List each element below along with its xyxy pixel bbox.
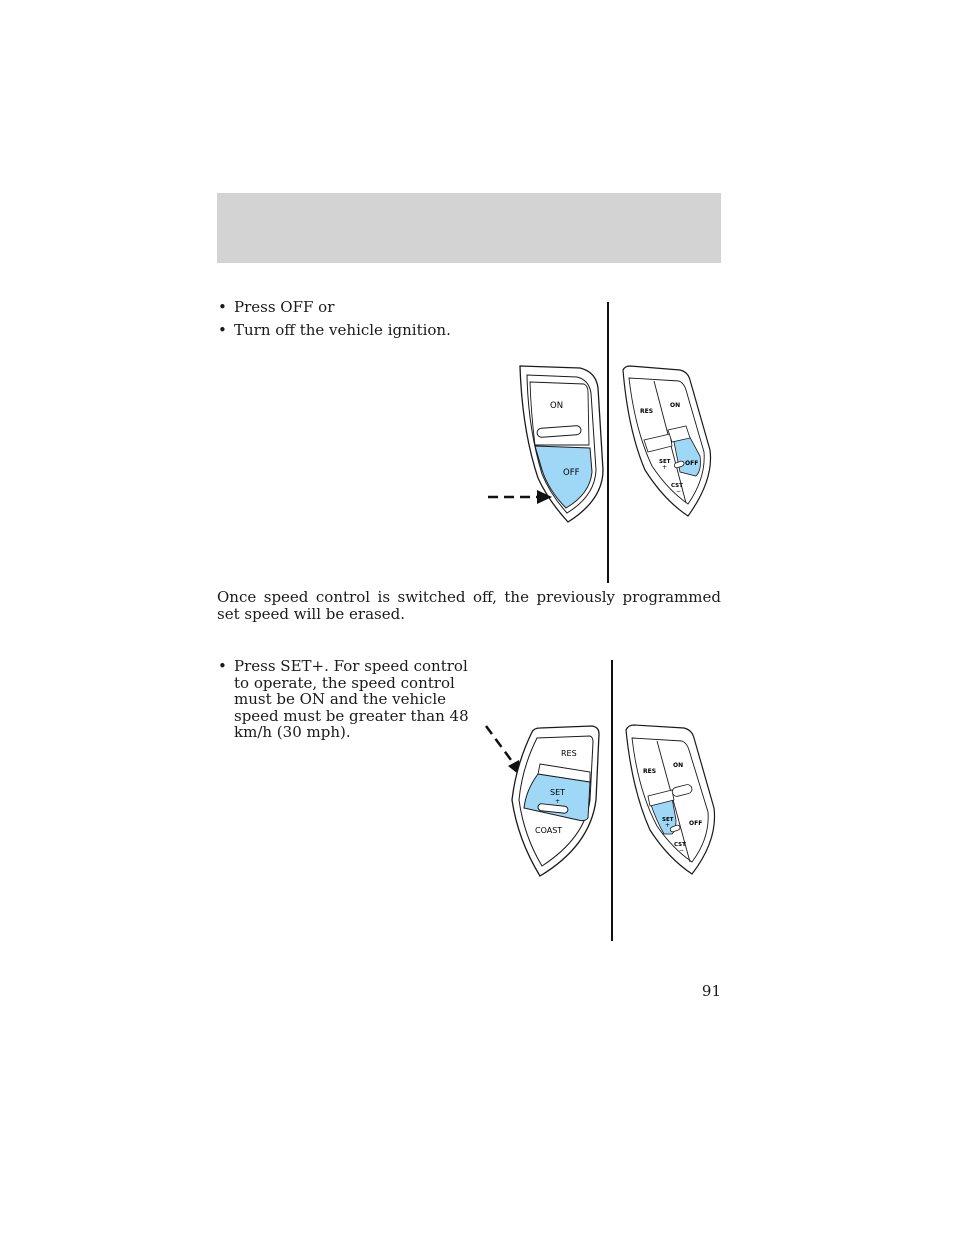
speed-control-set-illustration — [480, 722, 605, 880]
bullet-list-off — [217, 299, 477, 344]
label-res: RES — [561, 749, 577, 758]
paragraph-set-speed-erased: Once speed control is switched off, the previously programmed set speed will be erased. — [217, 588, 721, 623]
speed-control-small-set-illustration — [620, 722, 720, 878]
page-number: 91 — [701, 982, 721, 1000]
divider-line-2 — [611, 660, 613, 941]
small2-label-res: RES — [643, 768, 657, 775]
bullet-press-off: • Press OFF or — [217, 299, 477, 316]
bullet-turn-off-ignition: • Turn off the vehicle ignition. — [217, 322, 477, 339]
speed-control-off-illustration — [480, 362, 610, 527]
label-set-plus: + — [555, 798, 561, 805]
small-label-res: RES — [640, 408, 654, 415]
label-off: OFF — [563, 468, 580, 478]
small-label-cst: CST — [671, 483, 683, 489]
label-on: ON — [550, 401, 564, 411]
small2-label-off: OFF — [689, 820, 703, 827]
small2-label-on: ON — [673, 762, 684, 769]
small-label-on: ON — [670, 402, 681, 409]
small-label-cst-minus: − — [676, 488, 682, 495]
small2-label-set-plus: + — [665, 822, 671, 829]
small-label-off: OFF — [685, 460, 699, 467]
small2-label-cst: CST — [674, 842, 686, 848]
set-arrow-dash — [486, 726, 514, 764]
speed-control-small-off-illustration — [618, 364, 718, 519]
bullet-press-set: • Press SET+. For speed control to operate, the speed control must be ON and the vehicle speed must be greater than 48 km/h (30 mph). — [217, 658, 473, 741]
small2-label-set: SET — [662, 817, 674, 823]
small-label-set: SET — [659, 459, 671, 465]
bullet-list-set — [217, 658, 473, 747]
label-set: SET — [550, 788, 566, 797]
small2-label-cst-minus: − — [679, 847, 685, 854]
header-band — [217, 193, 721, 263]
label-coast: COAST — [535, 826, 563, 835]
small-label-set-plus: + — [662, 464, 668, 471]
